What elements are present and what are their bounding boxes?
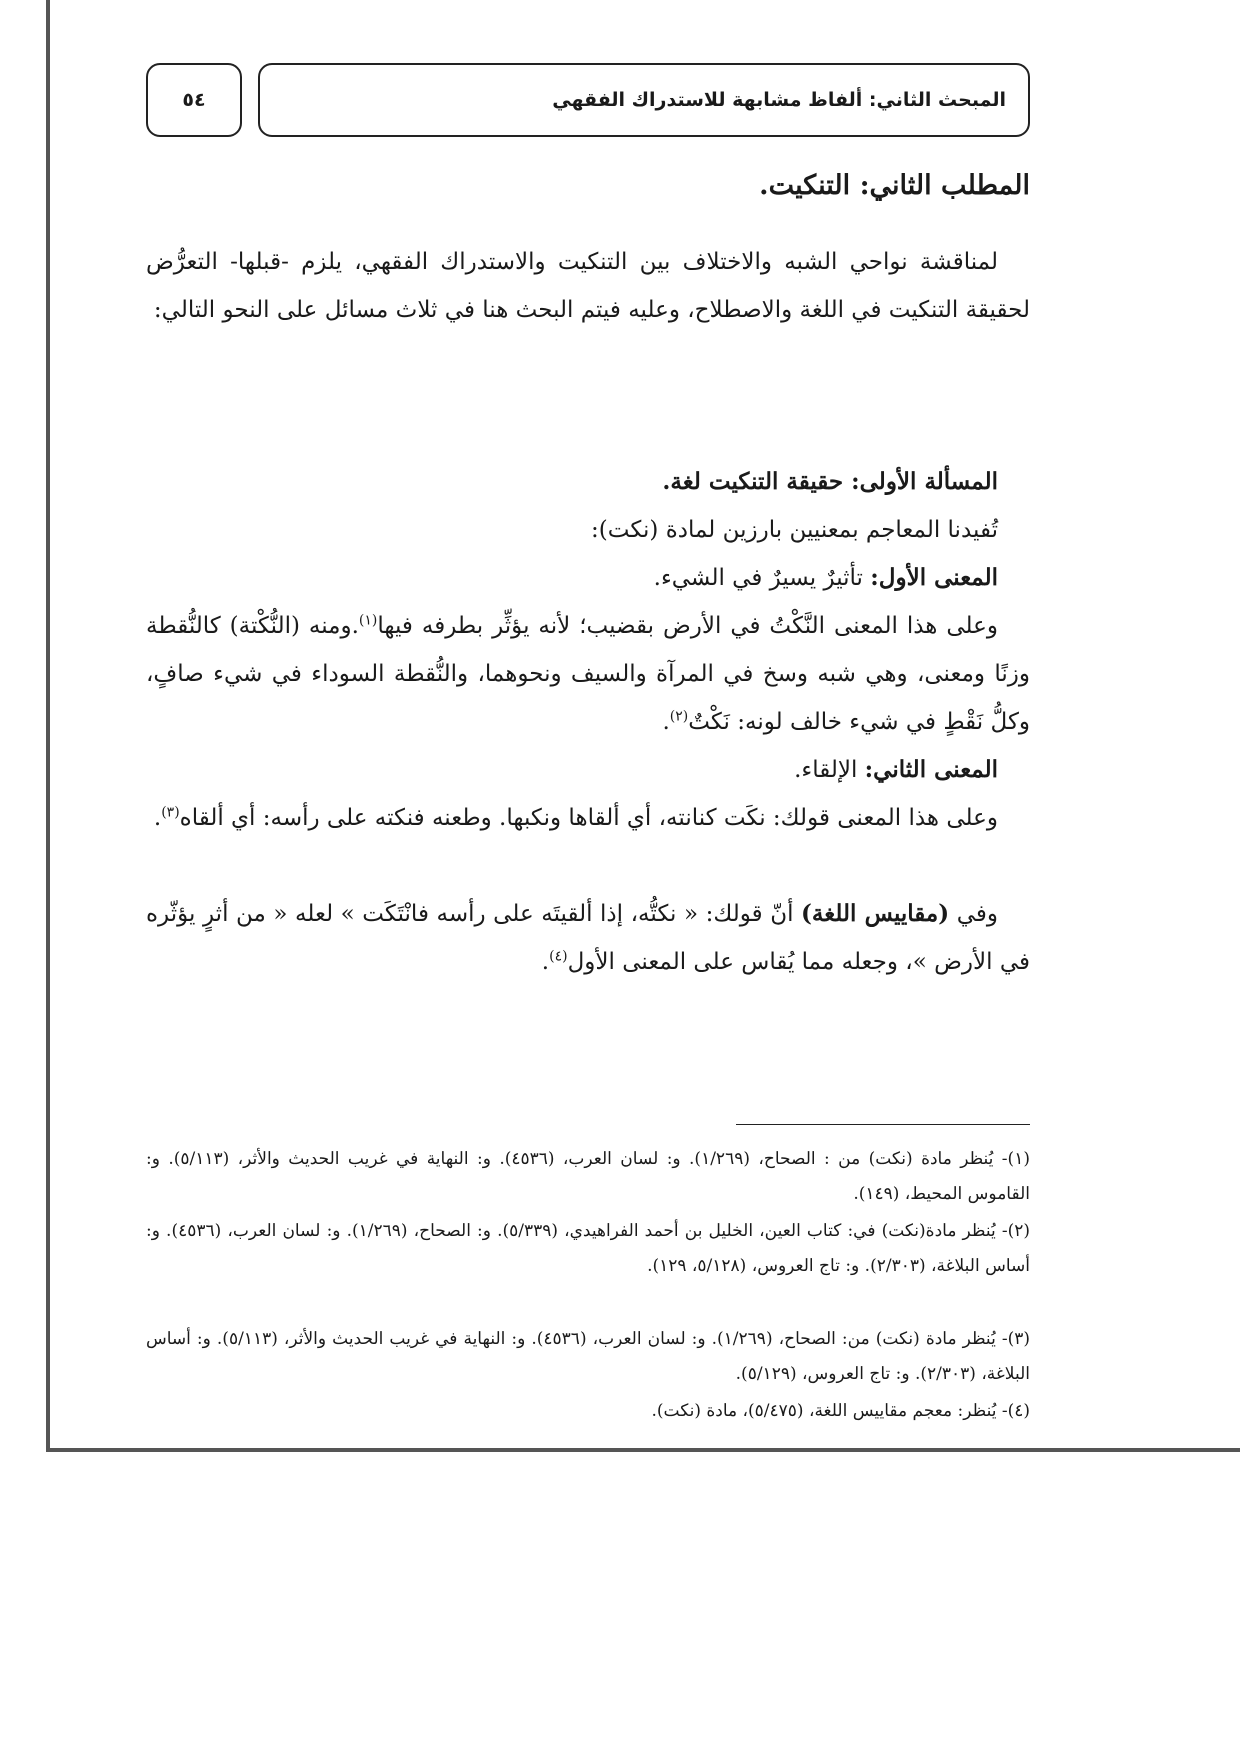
- footnote-1: (١)- يُنظر مادة (نكت) من : الصحاح، (١/٢٦٩). و: لسان العرب، (٤٥٣٦). و: النهاية في غريب الحديث والأثر، (٥/١١٣). و: القاموس المحيط، (١٤٩).: [146, 1149, 1030, 1204]
- meaning-two-text: الإلقاء.: [794, 757, 865, 783]
- footnote-ref-3: (٣): [161, 804, 180, 821]
- footnote-ref-1: (١): [358, 612, 378, 629]
- meaning-two-paragraph: [146, 794, 1030, 842]
- section-heading: المطلب الثاني: التنكيت.: [759, 170, 1030, 201]
- maqayis-text-a: وفي: [949, 901, 998, 927]
- running-header-text: المبحث الثاني: ألفاظ مشابهة للاستدراك الفقهي: [552, 89, 1006, 111]
- subsection-title: المسألة الأولى: حقيقة التنكيت لغة.: [662, 468, 998, 495]
- maqayis-text-b: أنّ قولك: « نكتُّه، إذا ألقيتَه على رأسه فانْتَكَت » لعله « من أثرٍ يؤثّره في الأرض »، وجعله مما يُقاس على المعنى الأول: [146, 901, 1030, 975]
- intro-paragraph: لمناقشة نواحي الشبه والاختلاف بين التنكيت والاستدراك الفقهي، يلزم -قبلها- التعرُّض لحقيقة التنكيت في اللغة والاصطلاح، وعليه فيتم البحث هنا في ثلاث مسائل على النحو التالي:: [146, 249, 1030, 323]
- lead-paragraph: تُفيدنا المعاجم بمعنيين بارزين لمادة (نكت):: [591, 517, 998, 543]
- meaning-two-body-a: وعلى هذا المعنى قولك: نكَت كنانته، أي ألقاها ونكبها. وطعنه فنكته على رأسه: أي ألقاه: [179, 805, 998, 831]
- footnote-2: (٢)- يُنظر مادة(نكت) في: كتاب العين، الخليل بن أحمد الفراهيدي، (٥/٣٣٩). و: الصحاح، (١/٢٦٩). و: لسان العرب، (٤٥٣٦). و: أساس البلاغة، (٢/٣٠٣). و: تاج العروس، (٥/١٢٨، ١٢٩).: [146, 1221, 1030, 1276]
- meaning-two-line: [146, 746, 1030, 794]
- maqayis-book-title: (مقاييس اللغة): [801, 900, 950, 927]
- footnote-ref-2: (٢): [669, 708, 689, 725]
- meaning-one-body-b: .ومنه (النُّكْتة) كالنُّقطة وزنًا ومعنى، وهي شبه وسخ في المرآة والسيف ونحوهما، والنُّقطة السوداء في شيء صافٍ، وكلُّ نَقْطٍ في شيء خالف لونه: نَكْتٌ: [146, 613, 1030, 735]
- page-number: ٥٤: [182, 89, 206, 111]
- footnote-3: (٣)- يُنظر مادة (نكت) من: الصحاح، (١/٢٦٩). و: لسان العرب، (٤٥٣٦). و: النهاية في غريب الحديث والأثر، (٥/١١٣). و: أساس البلاغة، (٢/٣٠٣). و: تاج العروس، (٥/١٢٩).: [146, 1329, 1030, 1384]
- page-number-box: [146, 63, 242, 137]
- meaning-one-body-a: وعلى هذا المعنى النَّكْتُ في الأرض بقضيب؛ لأنه يؤثِّر بطرفه فيها: [377, 613, 998, 639]
- footnote-separator: [736, 1124, 1030, 1125]
- meaning-one-line: [146, 554, 1030, 602]
- footnote-4: (٤)- يُنظر: معجم مقاييس اللغة، (٥/٤٧٥)، مادة (نكت).: [651, 1401, 1030, 1421]
- meaning-one-label: المعنى الأول:: [870, 564, 998, 591]
- meaning-two-label: المعنى الثاني:: [864, 756, 998, 783]
- maqayis-text-c: .: [541, 949, 550, 975]
- meaning-two-body-b: .: [153, 805, 162, 831]
- meaning-one-body-c: .: [662, 709, 670, 735]
- running-header-title: [258, 63, 1030, 137]
- meaning-one-paragraph: [146, 602, 1030, 746]
- maqayis-paragraph: [146, 890, 1030, 986]
- footnote-ref-4: (٤): [549, 948, 568, 965]
- meaning-one-text: تأثيرٌ يسيرٌ في الشيء.: [653, 565, 871, 591]
